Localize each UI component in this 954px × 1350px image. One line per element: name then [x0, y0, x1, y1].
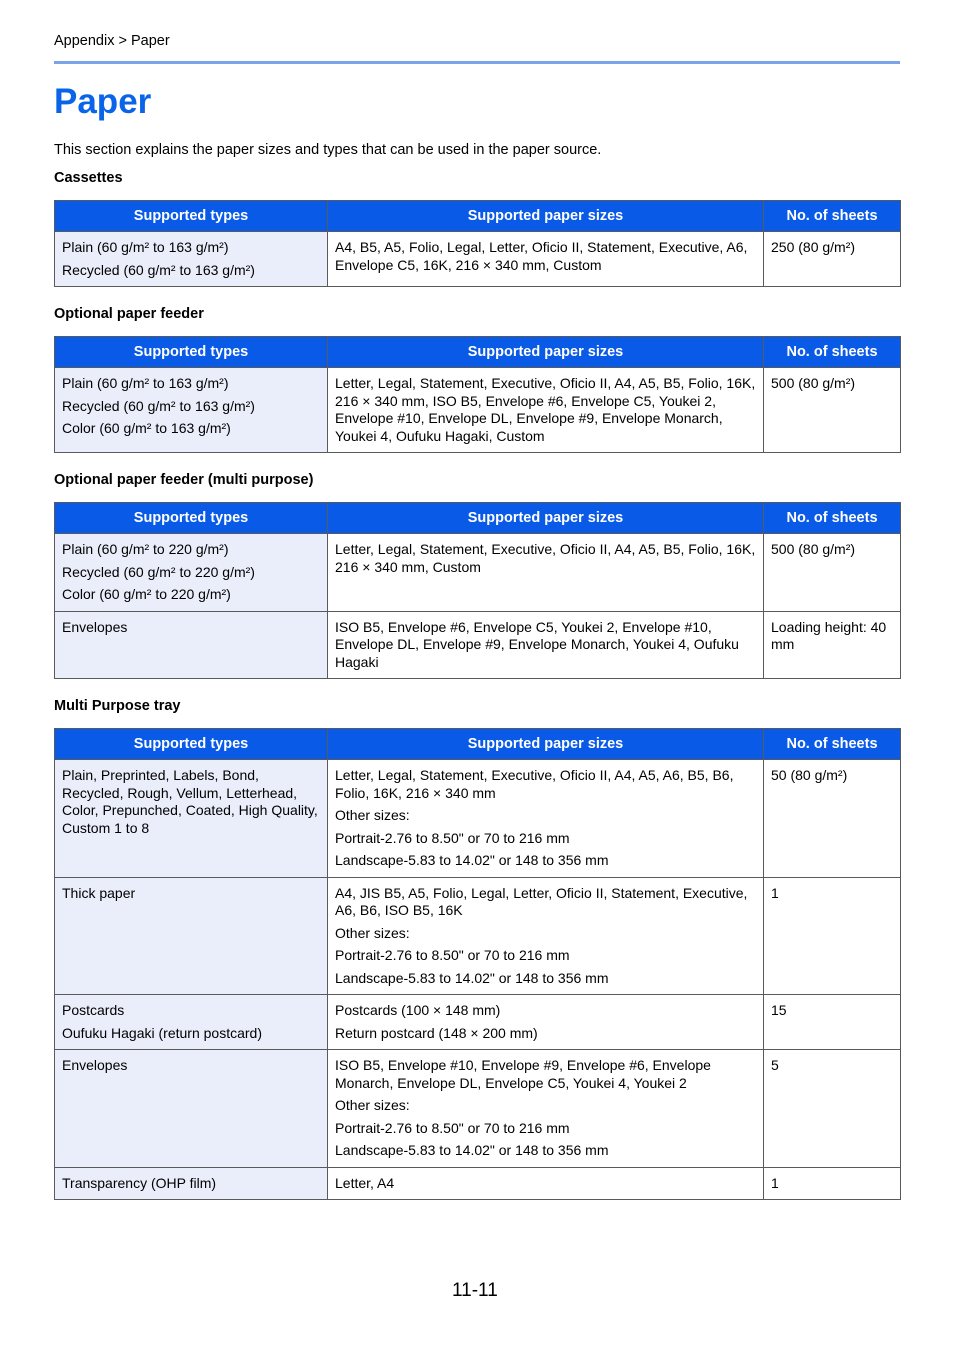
- cell-line: Color (60 g/m² to 163 g/m²): [62, 420, 231, 436]
- cell-line: Plain (60 g/m² to 163 g/m²): [62, 239, 229, 255]
- table-header-row: [55, 503, 901, 534]
- sizes-cell: [328, 1167, 764, 1200]
- sheets-cell: [764, 877, 901, 995]
- types-cell: [55, 534, 328, 612]
- sizes-cell: [328, 232, 764, 287]
- column-header: Supported types: [55, 729, 328, 760]
- sheets-cell: [764, 534, 901, 612]
- column-header: Supported types: [55, 201, 328, 232]
- cell-line: ISO B5, Envelope #6, Envelope C5, Youkei 2, Envelope #10, Envelope DL, Envelope #9, Envelope Monarch, Youkei 4, Oufuku Hagaki: [335, 618, 739, 670]
- breadcrumb: Appendix > Paper: [54, 33, 170, 49]
- table-row: [55, 760, 901, 878]
- table-row: [55, 1167, 901, 1200]
- cell-line: Color (60 g/m² to 220 g/m²): [62, 586, 231, 602]
- types-cell: [55, 232, 328, 287]
- cell-line: 5: [771, 1057, 779, 1073]
- cell-line: Plain (60 g/m² to 163 g/m²): [62, 375, 229, 391]
- table-row: [55, 232, 901, 287]
- page-number: 11-11: [452, 1280, 498, 1301]
- cell-line: Postcards: [62, 1002, 125, 1018]
- cell-line: Postcards (100 × 148 mm): [335, 1002, 501, 1018]
- cell-line: Oufuku Hagaki (return postcard): [62, 1024, 262, 1041]
- sheets-cell: [764, 368, 901, 453]
- table-header-row: [55, 337, 901, 368]
- paper-section: [54, 697, 900, 1200]
- cell-line: Recycled (60 g/m² to 163 g/m²): [62, 397, 255, 414]
- cell-line: Other sizes:: [335, 1097, 410, 1113]
- column-header: No. of sheets: [764, 337, 901, 368]
- paper-table: [54, 200, 901, 287]
- cell-line: 50 (80 g/m²): [771, 767, 848, 783]
- table-row: [55, 877, 901, 995]
- header-rule: [54, 61, 900, 64]
- types-cell: [55, 1167, 328, 1200]
- types-cell: [55, 760, 328, 878]
- column-header: Supported paper sizes: [328, 337, 764, 368]
- cell-line: Loading height: 40 mm: [771, 618, 887, 652]
- cell-line: Recycled (60 g/m² to 220 g/m²): [62, 563, 255, 580]
- cell-line: Letter, Legal, Statement, Executive, Oficio II, A4, A5, A6, B5, B6, Folio, 16K, 216 × 340 mm: [335, 767, 734, 801]
- column-header: No. of sheets: [764, 201, 901, 232]
- cell-line: Transparency (OHP film): [62, 1174, 217, 1191]
- sheets-cell: [764, 232, 901, 287]
- paper-section: [54, 305, 900, 453]
- cell-line: Landscape-5.83 to 14.02" or 148 to 356 mm: [335, 852, 609, 868]
- cell-line: Landscape-5.83 to 14.02" or 148 to 356 mm: [335, 969, 609, 986]
- table-row: [55, 368, 901, 453]
- types-cell: [55, 995, 328, 1050]
- sizes-cell: [328, 368, 764, 453]
- section-heading: Optional paper feeder: [54, 306, 204, 322]
- cell-line: 1: [771, 884, 779, 901]
- cell-line: 500 (80 g/m²): [771, 541, 856, 557]
- intro-text: This section explains the paper sizes and types that can be used in the paper source.: [54, 142, 602, 158]
- table-header-row: [55, 201, 901, 232]
- cell-line: Portrait-2.76 to 8.50" or 70 to 216 mm: [335, 1119, 570, 1136]
- cell-line: Letter, Legal, Statement, Executive, Oficio II, A4, A5, B5, Folio, 16K, 216 × 340 mm, ISO B5, Envelope #6, Envelope C5, Youkei 2, Envelope #10, Envelope DL, Envelope #9, Envelope Monarch, Youkei 4, Oufuku Hagaki, Custom: [335, 375, 756, 444]
- sizes-cell: [328, 534, 764, 612]
- table-row: [55, 611, 901, 679]
- sheets-cell: [764, 995, 901, 1050]
- page-title: Paper: [54, 82, 152, 121]
- types-cell: [55, 1050, 328, 1168]
- cell-line: Portrait-2.76 to 8.50" or 70 to 216 mm: [335, 947, 570, 963]
- paper-section: [54, 471, 900, 679]
- paper-table: [54, 502, 901, 679]
- section-heading: Cassettes: [54, 170, 123, 186]
- column-header: No. of sheets: [764, 729, 901, 760]
- cell-line: 250 (80 g/m²): [771, 239, 856, 255]
- paper-section: [54, 169, 900, 287]
- cell-line: A4, JIS B5, A5, Folio, Legal, Letter, Oficio II, Statement, Executive, A6, B6, ISO B5, 16K: [335, 884, 748, 918]
- column-header: Supported paper sizes: [328, 201, 764, 232]
- sheets-cell: [764, 1050, 901, 1168]
- cell-line: Plain, Preprinted, Labels, Bond, Recycled, Rough, Vellum, Letterhead, Color, Prepunched, Coated, High Quality, Custom 1 to 8: [62, 767, 318, 836]
- cell-line: Other sizes:: [335, 807, 410, 823]
- cell-line: Letter, A4: [335, 1174, 395, 1191]
- column-header: No. of sheets: [764, 503, 901, 534]
- sizes-cell: [328, 760, 764, 878]
- cell-line: 15: [771, 1002, 787, 1018]
- cell-line: Return postcard (148 × 200 mm): [335, 1024, 538, 1041]
- column-header: Supported paper sizes: [328, 729, 764, 760]
- types-cell: [55, 877, 328, 995]
- sheets-cell: [764, 760, 901, 878]
- table-row: [55, 995, 901, 1050]
- paper-table: [54, 336, 901, 453]
- cell-line: ISO B5, Envelope #10, Envelope #9, Envelope #6, Envelope Monarch, Envelope DL, Envelope C5, Youkei 4, Youkei 2: [335, 1057, 711, 1091]
- cell-line: Thick paper: [62, 884, 136, 901]
- section-heading: Multi Purpose tray: [54, 698, 181, 714]
- cell-line: A4, B5, A5, Folio, Legal, Letter, Oficio II, Statement, Executive, A6, Envelope C5, 16K, 216 × 340 mm, Custom: [335, 239, 748, 273]
- table-row: [55, 1050, 901, 1168]
- sizes-cell: [328, 877, 764, 995]
- table-row: [55, 534, 901, 612]
- cell-line: Portrait-2.76 to 8.50" or 70 to 216 mm: [335, 829, 570, 846]
- cell-line: Envelopes: [62, 1057, 128, 1073]
- cell-line: Landscape-5.83 to 14.02" or 148 to 356 mm: [335, 1142, 609, 1158]
- cell-line: Plain (60 g/m² to 220 g/m²): [62, 541, 229, 557]
- table-header-row: [55, 729, 901, 760]
- types-cell: [55, 611, 328, 679]
- sheets-cell: [764, 611, 901, 679]
- sizes-cell: [328, 995, 764, 1050]
- types-cell: [55, 368, 328, 453]
- section-heading: Optional paper feeder (multi purpose): [54, 472, 314, 488]
- sizes-cell: [328, 611, 764, 679]
- sheets-cell: [764, 1167, 901, 1200]
- cell-line: Letter, Legal, Statement, Executive, Oficio II, A4, A5, B5, Folio, 16K, 216 × 340 mm, Custom: [335, 541, 756, 575]
- column-header: Supported types: [55, 337, 328, 368]
- cell-line: 1: [771, 1174, 779, 1191]
- sizes-cell: [328, 1050, 764, 1168]
- column-header: Supported paper sizes: [328, 503, 764, 534]
- paper-table: [54, 728, 901, 1200]
- column-header: Supported types: [55, 503, 328, 534]
- cell-line: 500 (80 g/m²): [771, 375, 856, 391]
- paper-sections: [54, 169, 900, 1218]
- cell-line: Other sizes:: [335, 924, 410, 941]
- cell-line: Envelopes: [62, 618, 128, 635]
- cell-line: Recycled (60 g/m² to 163 g/m²): [62, 261, 255, 278]
